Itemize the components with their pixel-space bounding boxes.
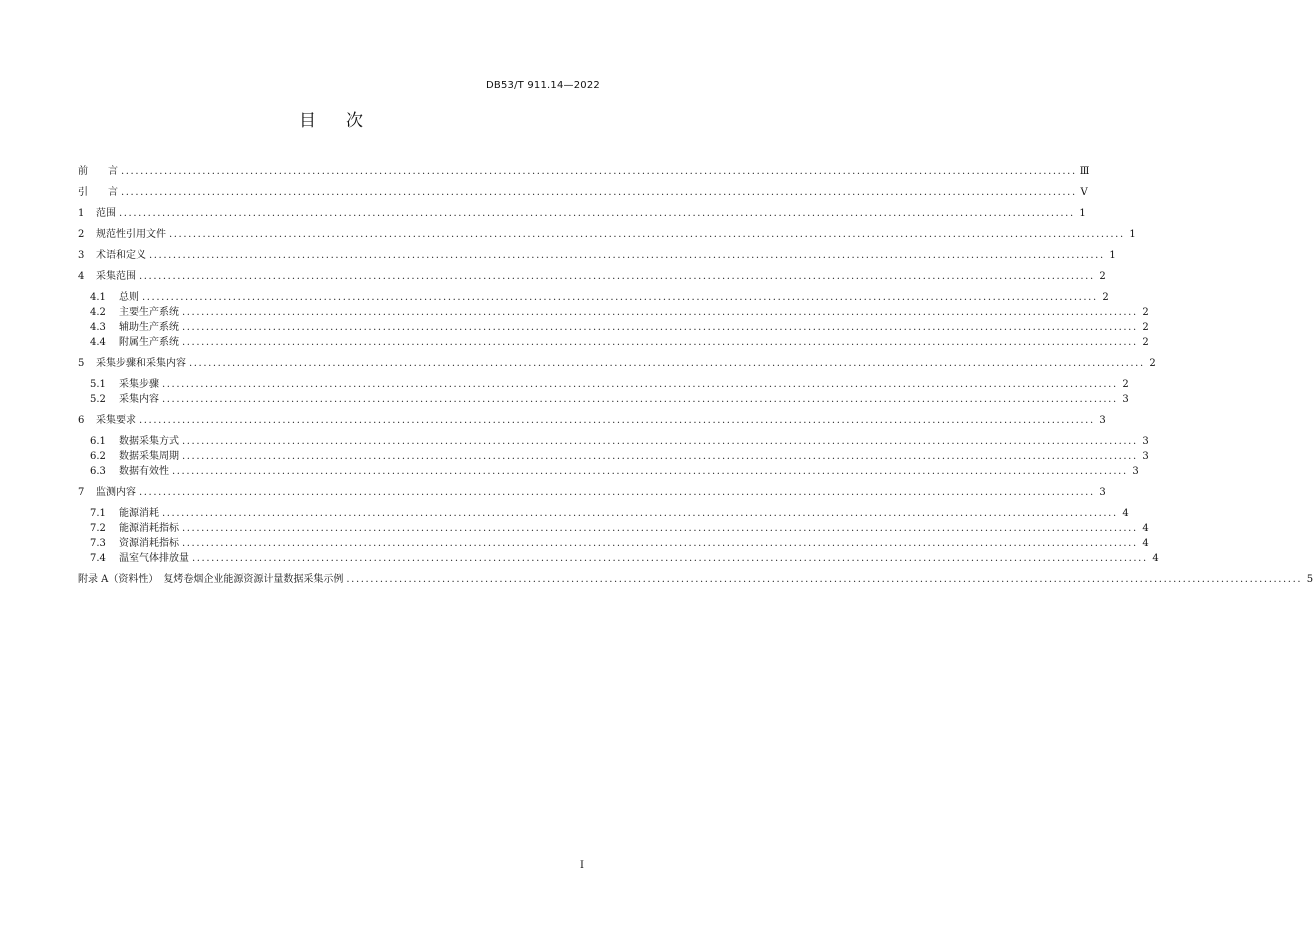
toc-entry-s7-3[interactable]	[78, 534, 1149, 549]
toc-title-char-1: 目	[299, 111, 316, 131]
toc-title	[0, 106, 662, 131]
toc-entry-label: 采集要求	[96, 415, 136, 426]
toc-entry-s4[interactable]	[78, 267, 1106, 282]
toc-entry-s7[interactable]	[78, 483, 1106, 498]
toc-entry-s1[interactable]	[78, 204, 1086, 219]
toc-entry-s7-1[interactable]	[78, 504, 1129, 519]
toc-entry-number: 4	[78, 271, 85, 282]
toc-leader-dots: ........................................................................................................................................................................................................	[162, 394, 1118, 405]
toc-entry-number: 7	[78, 487, 85, 498]
toc-leader-dots: ........................................................................................................................................................................................................	[139, 487, 1095, 498]
toc-entry-page: 2	[1149, 358, 1156, 369]
toc-entry-number: 4.1	[90, 292, 106, 303]
toc-entry-number: 5.2	[90, 394, 106, 405]
toc-entry-intro[interactable]	[78, 183, 1088, 198]
toc-entry-page: 1	[1079, 208, 1086, 219]
toc-leader-dots: ........................................................................................................................................................................................................	[189, 358, 1145, 369]
toc-entry-label: 附属生产系统	[119, 337, 179, 348]
toc-entry-page: 2	[1142, 337, 1149, 348]
toc-entry-label: 总则	[119, 292, 139, 303]
toc-entry-label: 资源消耗指标	[119, 538, 179, 549]
toc-entry-number: 6.2	[90, 451, 106, 462]
toc-entry-page: Ⅴ	[1080, 187, 1088, 198]
toc-entry-number: 6	[78, 415, 85, 426]
toc-entry-number: 2	[78, 229, 85, 240]
toc-entry-number: 3	[78, 250, 85, 261]
document-code: DB53/T 911.14—2022	[486, 80, 600, 91]
toc-leader-dots: ........................................................................................................................................................................................................	[346, 574, 1303, 585]
toc-leader-dots: ........................................................................................................................................................................................................	[182, 337, 1138, 348]
toc-entry-s4-4[interactable]	[78, 333, 1149, 348]
toc-entry-s6-2[interactable]	[78, 447, 1149, 462]
toc-entry-number: 4.3	[90, 322, 106, 333]
toc-entry-label: 数据有效性	[119, 466, 169, 477]
toc-entry-s4-1[interactable]	[78, 288, 1109, 303]
toc-entry-label: 数据采集周期	[119, 451, 179, 462]
toc-leader-dots: ........................................................................................................................................................................................................	[182, 322, 1138, 333]
toc-entry-label: 附录 A（资料性） 复烤卷烟企业能源资源计量数据采集示例	[78, 574, 344, 585]
toc-entry-page: 3	[1122, 394, 1129, 405]
toc-entry-page: 3	[1142, 436, 1149, 447]
toc-entry-page: 5	[1306, 574, 1313, 585]
table-of-contents	[78, 162, 1313, 585]
toc-entry-page: 3	[1132, 466, 1139, 477]
toc-entry-number: 5	[78, 358, 85, 369]
toc-leader-dots: ........................................................................................................................................................................................................	[182, 307, 1138, 318]
toc-leader-dots: ........................................................................................................................................................................................................	[169, 229, 1125, 240]
toc-leader-dots: ........................................................................................................................................................................................................	[121, 187, 1077, 198]
toc-entry-s6[interactable]	[78, 411, 1106, 426]
toc-entry-s7-2[interactable]	[78, 519, 1149, 534]
toc-entry-s5-1[interactable]	[78, 375, 1129, 390]
toc-entry-number: 4.4	[90, 337, 106, 348]
toc-leader-dots: ........................................................................................................................................................................................................	[172, 466, 1128, 477]
toc-entry-label: 采集范围	[96, 271, 136, 282]
toc-entry-page: 2	[1142, 307, 1149, 318]
toc-entry-label: 数据采集方式	[119, 436, 179, 447]
toc-entry-label: 采集步骤和采集内容	[96, 358, 186, 369]
toc-leader-dots: ........................................................................................................................................................................................................	[182, 538, 1138, 549]
toc-entry-number: 7.4	[90, 553, 106, 564]
toc-entry-s5[interactable]	[78, 354, 1156, 369]
toc-leader-dots: ........................................................................................................................................................................................................	[149, 250, 1105, 261]
toc-entry-s2[interactable]	[78, 225, 1136, 240]
toc-entry-number: 6.3	[90, 466, 106, 477]
toc-leader-dots: ........................................................................................................................................................................................................	[121, 166, 1077, 177]
toc-leader-dots: ........................................................................................................................................................................................................	[119, 208, 1075, 219]
toc-entry-page: 2	[1122, 379, 1129, 390]
toc-entry-label: 规范性引用文件	[96, 229, 166, 240]
toc-entry-page: 4	[1142, 523, 1149, 534]
toc-entry-label: 能源消耗指标	[119, 523, 179, 534]
toc-entry-number: 6.1	[90, 436, 106, 447]
toc-leader-dots: ........................................................................................................................................................................................................	[182, 436, 1138, 447]
toc-entry-s7-4[interactable]	[78, 549, 1159, 564]
page-number: I	[580, 860, 584, 871]
toc-entry-label: 采集步骤	[119, 379, 159, 390]
toc-entry-label: 能源消耗	[119, 508, 159, 519]
toc-entry-page: Ⅲ	[1079, 166, 1090, 177]
toc-entry-page: 3	[1099, 415, 1106, 426]
toc-entry-s5-2[interactable]	[78, 390, 1129, 405]
toc-entry-number: 5.1	[90, 379, 106, 390]
toc-entry-label: 监测内容	[96, 487, 136, 498]
toc-entry-label: 辅助生产系统	[119, 322, 179, 333]
toc-entry-label: 引 言	[78, 187, 118, 198]
toc-entry-page: 4	[1152, 553, 1159, 564]
toc-entry-number: 7.2	[90, 523, 106, 534]
toc-title-char-2: 次	[346, 111, 363, 131]
toc-entry-s6-3[interactable]	[78, 462, 1139, 477]
toc-entry-appA[interactable]	[78, 570, 1313, 585]
toc-entry-page: 2	[1099, 271, 1106, 282]
toc-entry-label: 范围	[96, 208, 116, 219]
toc-entry-number: 1	[78, 208, 85, 219]
toc-entry-page: 4	[1142, 538, 1149, 549]
toc-entry-page: 3	[1099, 487, 1106, 498]
toc-entry-number: 7.1	[90, 508, 106, 519]
toc-entry-page: 1	[1109, 250, 1116, 261]
toc-entry-s4-3[interactable]	[78, 318, 1149, 333]
toc-entry-page: 4	[1122, 508, 1129, 519]
toc-entry-page: 2	[1142, 322, 1149, 333]
toc-entry-page: 2	[1102, 292, 1109, 303]
toc-leader-dots: ........................................................................................................................................................................................................	[139, 271, 1095, 282]
toc-entry-number: 7.3	[90, 538, 106, 549]
toc-leader-dots: ........................................................................................................................................................................................................	[162, 508, 1118, 519]
toc-leader-dots: ........................................................................................................................................................................................................	[142, 292, 1098, 303]
toc-entry-s3[interactable]	[78, 246, 1116, 261]
toc-leader-dots: ........................................................................................................................................................................................................	[162, 379, 1118, 390]
toc-entry-page: 1	[1129, 229, 1136, 240]
toc-entry-s4-2[interactable]	[78, 303, 1149, 318]
toc-entry-label: 前 言	[78, 166, 118, 177]
toc-leader-dots: ........................................................................................................................................................................................................	[192, 553, 1148, 564]
toc-leader-dots: ........................................................................................................................................................................................................	[182, 523, 1138, 534]
toc-entry-label: 主要生产系统	[119, 307, 179, 318]
toc-leader-dots: ........................................................................................................................................................................................................	[182, 451, 1138, 462]
toc-entry-label: 温室气体排放量	[119, 553, 189, 564]
toc-entry-s6-1[interactable]	[78, 432, 1149, 447]
toc-entry-number: 4.2	[90, 307, 106, 318]
toc-leader-dots: ........................................................................................................................................................................................................	[139, 415, 1095, 426]
toc-entry-page: 3	[1142, 451, 1149, 462]
toc-entry-label: 采集内容	[119, 394, 159, 405]
toc-entry-label: 术语和定义	[96, 250, 146, 261]
toc-entry-preface[interactable]	[78, 162, 1090, 177]
